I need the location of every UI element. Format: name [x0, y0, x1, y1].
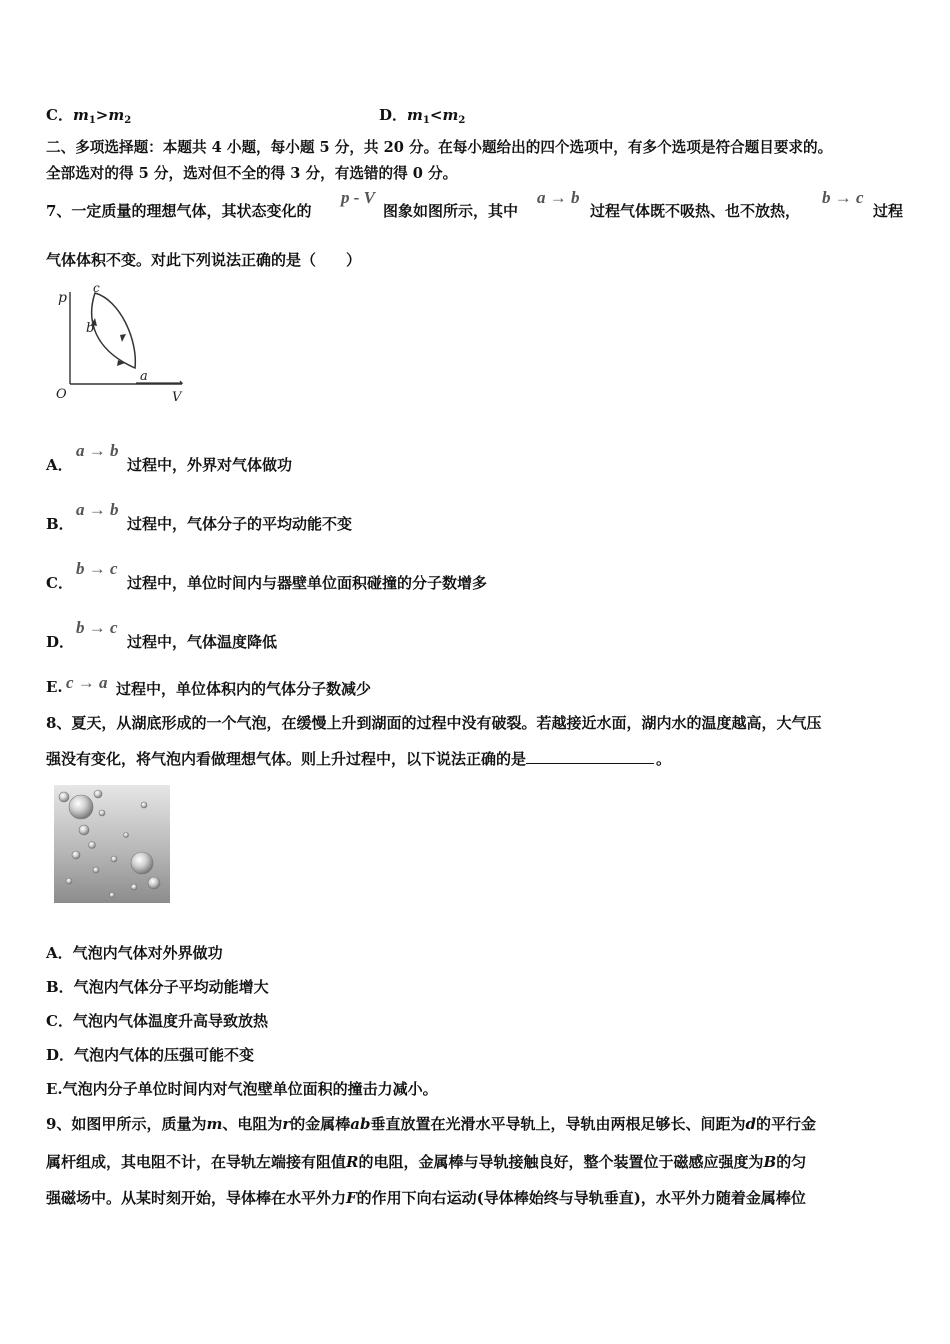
q9-stem-line1: 9、如图甲所示，质量为m、电阻为r的金属棒ab垂直放置在光滑水平导轨上，导轨由两根足够长、间距为d的平行金	[46, 1115, 817, 1133]
label-c: c	[93, 281, 100, 295]
cycle-curve	[92, 293, 136, 368]
label-p: p	[58, 290, 67, 306]
pv-graph	[50, 280, 190, 405]
q8-stem-line1: 8、夏天，从湖底形成的一个气泡，在缓慢上升到湖面的过程中没有破裂。若越接近水面，湖内水的温度越高，大气压	[46, 714, 822, 732]
q8-option-c: C．气泡内气体温度升高导致放热	[46, 1012, 268, 1030]
q7-stem-line2: 气体体积不变。对此下列说法正确的是（ ）	[46, 251, 362, 269]
prev-option-d: D．$m_1<m_2$	[379, 106, 466, 126]
q7-option-b: B． a → b 过程中，气体分子的平均动能不变	[46, 500, 353, 533]
q8-option-d: D．气泡内气体的压强可能不变	[46, 1046, 255, 1064]
label-a: a	[140, 369, 148, 384]
label-v: V	[172, 390, 182, 405]
q9-stem-line2: 属杆组成，其电阻不计，在导轨左端接有阻值R的电阻，金属棒与导轨接触良好，整个装置位于磁感应强度为B的匀	[46, 1153, 807, 1171]
q8-option-b: B．气泡内气体分子平均动能增大	[46, 978, 269, 996]
section2-heading-line1: 二、多项选择题：本题共 4 小题，每小题 5 分，共 20 分。在每小题给出的四个选项中，有多个选项是符合题目要求的。	[46, 139, 833, 156]
q8-option-a: A．气泡内气体对外界做功	[46, 944, 223, 962]
q8-stem-line2: 强没有变化，将气泡内看做理想气体。则上升过程中，以下说法正确的是 。	[46, 750, 672, 768]
q7-option-e: E. c → a 过程中，单位体积内的气体分子数减少	[46, 673, 372, 698]
q7-option-c: C． b → c 过程中，单位时间内与器壁单位面积碰撞的分子数增多	[46, 559, 488, 592]
section2-heading-line2: 全部选对的得 5 分，选对但不全的得 3 分，有选错的得 0 分。	[46, 165, 458, 182]
q9-stem-line3: 强磁场中。从某时刻开始，导体棒在水平外力F的作用下向右运动(导体棒始终与导轨垂直)，水平外力随着金属棒位	[46, 1189, 806, 1207]
prev-option-c: C．$m_1>m_2$	[46, 106, 132, 126]
bubbles-image	[54, 785, 170, 903]
q7-option-d: D． b → c 过程中，气体温度降低	[46, 618, 278, 651]
process-arrows	[91, 318, 126, 366]
q7-option-a: A． a → b 过程中，外界对气体做功	[46, 441, 293, 474]
answer-blank	[526, 751, 654, 764]
label-o: O	[56, 387, 67, 402]
label-b: b	[86, 321, 95, 336]
q8-option-e: E.气泡内分子单位时间内对气泡壁单位面积的撞击力减小。	[46, 1080, 438, 1098]
